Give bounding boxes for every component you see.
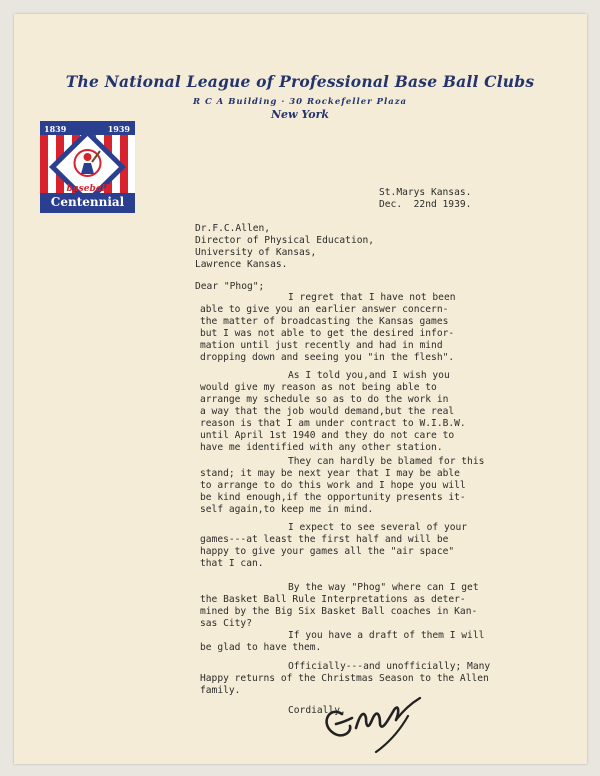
paragraph-3-first-line: They can hardly be blamed for this [288,456,485,467]
logo-word-baseball: baseball [66,184,109,194]
recipient-line: Lawrence Kansas. [195,259,288,270]
logo-year-end: 1939 [107,124,130,134]
paragraph-1-line: the matter of broadcasting the Kansas games [200,316,449,327]
paragraph-5-line: the Basket Ball Rule Interpretations as deter- [200,594,466,605]
paragraph-1-line: able to give you an earlier answer concern- [200,304,449,315]
paragraph-2-first-line: As I told you,and I wish you [288,370,450,381]
paragraph-7-line: family. [200,685,241,696]
paragraph-3-line: stand; it may be next year that I may be able [200,468,460,479]
paragraph-4-line: games---at least the first half and will be [200,534,449,545]
paragraph-1-first-line: I regret that I have not been [288,292,456,303]
paragraph-2-line: have me identified with any other station. [200,442,443,453]
letter-place: St.Marys Kansas. [379,187,472,198]
paragraph-5-first-line: By the way "Phog" where can I get [288,582,479,593]
recipient-line: University of Kansas, [195,247,317,258]
paragraph-2-line: a way that the job would demand,but the real [200,406,455,417]
paragraph-7-first-line: Officially---and unofficially; Many [288,661,491,672]
recipient-line: Dr.F.C.Allen, [195,223,271,234]
paragraph-2-line: would give my reason as not being able to [200,382,437,393]
closing: Cordially, [288,705,346,716]
paragraph-7-line: Happy returns of the Christmas Season to the Allen [200,673,489,684]
letter-date: Dec. 22nd 1939. [379,199,472,210]
letterhead-title: The National League of Professional Base Ball Clubs [65,72,535,91]
paragraph-4-line: happy to give your games all the "air space" [200,546,455,557]
paragraph-2-line: until April 1st 1940 and they do not care to [200,430,455,441]
handwritten-signature [308,680,428,760]
salutation: Dear "Phog"; [195,281,265,292]
paragraph-1-line: mation until just recently and had in mind [200,340,443,351]
logo-word-centennial: Centennial [50,195,125,209]
paragraph-2-line: arrange my schedule so as to do the work in [200,394,449,405]
paragraph-1-line: but I was not able to get the desired infor- [200,328,455,339]
baseball-centennial-logo [40,121,135,213]
letterhead-address: R C A Building · 30 Rockefeller Plaza [192,97,408,107]
paragraph-1-line: dropping down and seeing you "in the flesh". [200,352,455,363]
letterhead-city: New York [270,108,329,121]
paragraph-3-line: to arrange to do this work and I hope you will [200,480,466,491]
paragraph-6-first-line: If you have a draft of them I will [288,630,485,641]
logo-year-start: 1839 [44,124,67,134]
paragraph-4-line: that I can. [200,558,264,569]
paragraph-5-line: sas City? [200,618,252,629]
paragraph-3-line: self again,to keep me in mind. [200,504,374,515]
paragraph-2-line: reason is that I am under contract to W.I.B.W. [200,418,466,429]
paragraph-6-line: be glad to have them. [200,642,322,653]
paragraph-4-first-line: I expect to see several of your [288,522,468,533]
paragraph-5-line: mined by the Big Six Basket Ball coaches in Kan- [200,606,478,617]
recipient-line: Director of Physical Education, [195,235,375,246]
paragraph-3-line: be kind enough,if the opportunity presents it- [200,492,466,503]
